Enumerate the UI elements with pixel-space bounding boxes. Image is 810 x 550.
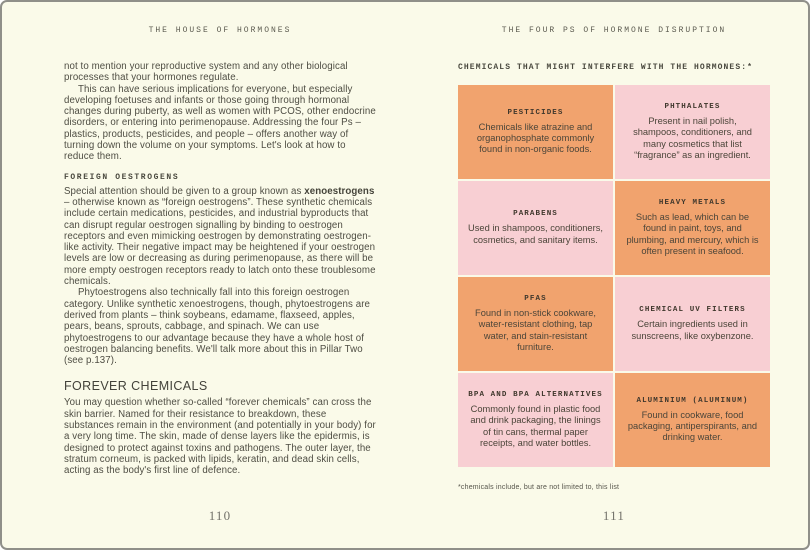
grid-cell-bpa [458,373,613,467]
paragraph: You may question whether so-called “forever chemicals” can cross the skin barrier. Named for their resistance to breakdown, these substances remain in the environment (and potentially in your body) for a very long time. The skin, made of dense layers like the epidermis, is designed to protect against toxins and pathogens. The outer layer, the stratum corneum, is packed with lipids, keratin, and dead skin cells, acting as the body's first line of defence. [64,397,376,477]
cell-body: Used in shampoos, conditioners, cosmetics, and sanitary items. [468,223,603,245]
running-head-left: THE HOUSE OF HORMONES [148,26,292,35]
page-right [458,26,770,523]
table-footnote: *chemicals include, but are not limited to, this list [458,484,620,491]
cell-body: Commonly found in plastic food and drink packaging, the linings of tin cans, thermal paper receipts, and water bottles. [470,404,601,448]
grid-cell-pesticides [458,85,613,179]
cell-title: PFAS [524,295,547,304]
grid-cell-aluminium [615,373,770,467]
grid-cell-parabens [458,181,613,275]
section-heading-foreign-oestrogens: FOREIGN OESTROGENS [64,172,180,182]
grid-cell-phthalates [615,85,770,179]
grid-cell-chemical-uv-filters [615,277,770,371]
cell-body: Certain ingredients used in sunscreens, like oxybenzone. [631,319,754,341]
cell-body: Such as lead, which can be found in paint, toys, and plumbing, and mercury, which is often present in seafood. [626,212,759,256]
cell-title: HEAVY METALS [658,199,727,208]
page-left [64,26,376,523]
cell-title: CHEMICAL UV FILTERS [639,306,746,315]
cell-title: BPA AND BPA ALTERNATIVES [468,391,603,400]
cell-body: Found in non-stick cookware, water-resistant clothing, tap water, and stain-resistant furniture. [475,308,596,352]
chemicals-grid [458,85,770,467]
grid-cell-heavy-metals [615,181,770,275]
section-heading-forever-chemicals: FOREVER CHEMICALS [64,379,208,394]
running-head-right: THE FOUR PS OF HORMONE DISRUPTION [501,26,727,35]
page-number-left: 110 [208,508,232,523]
paragraph: Phytoestrogens also technically fall into this foreign oestrogen category. Unlike synthetic xenoestrogens, though, phytoestrogens are derived from plants – think soybeans, edamame, flaxseed, apples, pears, beans, sprouts, cabbage, and spinach. We can use phytoestrogens to our advantage because they have a whole host of oestrogen balancing benefits. We'll talk more about this in Pillar Two (see p.137). [64,287,371,367]
cell-title: ALUMINIUM (ALUMINUM) [636,396,749,405]
cell-body: Found in cookware, food packaging, antiperspirants, and drinking water. [627,409,758,443]
body-text-column [64,61,376,477]
text-run: Special attention should be given to a group known as [64,185,305,197]
cell-body: Chemicals like atrazine and organophosphate commonly found in non-organic foods. [476,121,595,155]
bold-term-xenoestrogens: xenoestrogens [304,185,375,197]
paragraph: not to mention your reproductive system and any other biological processes that your hormones regulate. [64,61,348,84]
cell-title: PARABENS [513,210,558,219]
cell-title: PESTICIDES [507,108,564,117]
paragraph: This can have serious implications for everyone, but especially developing foetuses and infants or those going through hormonal changes during puberty, as well as women with PCOS, other endocrine disorders, or entering into perimenopause. Addressing the four Ps – plastics, products, pesticides, and people – offers another way of turning down the volume on your symptoms. Let's look at how to reduce them. [64,83,376,163]
text-run: – otherwise known as “foreign oestrogens”. These synthetic chemicals include certain medications, pesticides, and industrial byproducts that can disrupt regular oestrogen signalling by binding to oestrogen receptors and even mimicking oestrogen by demonstrating oestrogen-like activity. Their negative impact may be heightened if your oestrogen levels are low or decreasing as during perimenopause, as there will be more empty oestrogen receptors ready to latch onto these troublesome chemicals. [64,196,376,288]
page-number-right: 111 [602,508,626,523]
cell-title: PHTHALATES [664,103,721,112]
paragraph [64,186,376,288]
table-title: CHEMICALS THAT MIGHT INTERFERE WITH THE HORMONES:* [458,63,754,72]
cell-body: Present in nail polish, shampoos, conditioners, and many cosmetics that list “fragrance” as an ingredient. [633,116,752,160]
grid-cell-pfas [458,277,613,371]
